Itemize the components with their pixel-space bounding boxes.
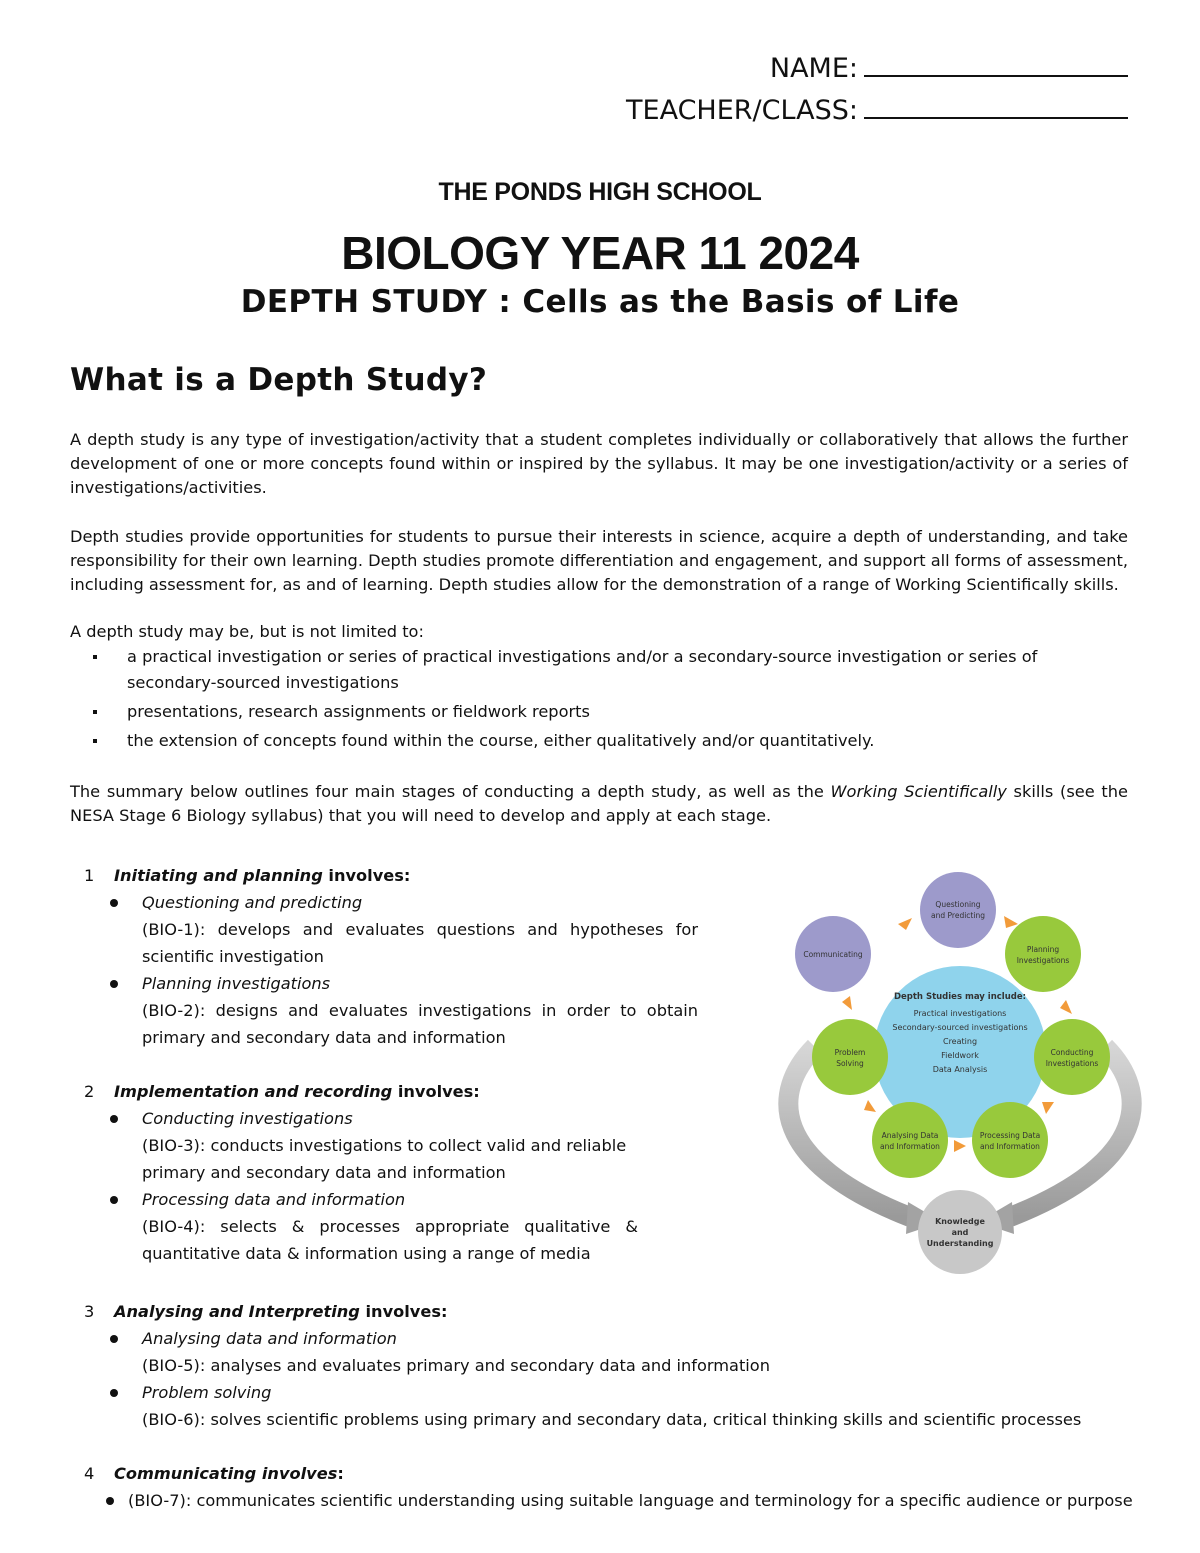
arrow-icon: [1060, 1000, 1072, 1014]
bullet-icon: [110, 1335, 118, 1343]
stage-1: [78, 862, 698, 1051]
depth-study-title: DEPTH STUDY : Cells as the Basis of Life: [240, 284, 960, 320]
center-title: Depth Studies may include:: [893, 992, 1027, 1002]
teacher-class-field[interactable]: [626, 94, 1128, 128]
questioning-node: [920, 872, 996, 948]
section-heading: What is a Depth Study?: [70, 362, 488, 398]
center-item: Practical investigations: [913, 1009, 1007, 1018]
teacher-class-blank[interactable]: [864, 95, 1128, 119]
svg-text:Planning: Planning: [1026, 945, 1060, 954]
intro-paragraph-1: A depth study is any type of investigation/activity that a student completes individually or collaboratively that allows the further development of one or more concepts found within or inspired by the syllabus. It may be one investigation/activity or a series of investigations/activities.: [70, 430, 1128, 497]
depth-study-types-list: [70, 644, 1130, 757]
svg-text:Analysing Data: Analysing Data: [881, 1131, 939, 1140]
skill-item: Problem solving (BIO-6): solves scientific problems using primary and secondary data, critical thinking skills and scientific processes: [78, 1379, 1138, 1433]
conducting-node: [1034, 1019, 1110, 1095]
skill-item: Questioning and predicting (BIO-1): develops and evaluates questions and hypotheses for scientific investigation: [78, 889, 698, 970]
svg-text:Solving: Solving: [836, 1059, 864, 1068]
svg-text:Understanding: Understanding: [926, 1239, 994, 1248]
center-item: Fieldwork: [941, 1051, 979, 1060]
name-label: NAME:: [769, 53, 858, 84]
svg-text:and: and: [951, 1228, 969, 1237]
bullet-icon: [93, 739, 97, 743]
summary-paragraph: The summary below outlines four main stages of conducting a depth study, as well as the Working Scientifically skills (see the NESA Stage 6 Biology syllabus) that you will need to develop and apply at each stage.: [70, 782, 1128, 825]
center-item: Secondary-sourced investigations: [892, 1023, 1028, 1032]
stage-heading: 4 Communicating involves:: [84, 1464, 344, 1483]
svg-text:Communicating: Communicating: [803, 950, 863, 959]
arrow-icon: [842, 996, 852, 1010]
stages-list-lower: [78, 1298, 1138, 1541]
stages-list: [78, 862, 698, 1294]
planning-node: [1005, 916, 1081, 992]
stage-4: [78, 1460, 1138, 1514]
problem-solving-node: [812, 1019, 888, 1095]
bullet-icon: [110, 899, 118, 907]
intro-paragraph-3: A depth study may be, but is not limited to:: [70, 622, 424, 641]
bullet-icon: [106, 1497, 114, 1505]
bullet-icon: [110, 1389, 118, 1397]
arrow-icon: [864, 1100, 876, 1112]
name-blank[interactable]: [864, 53, 1128, 77]
bullet-icon: [110, 1115, 118, 1123]
svg-text:and Information: and Information: [980, 1142, 1040, 1151]
svg-text:Problem: Problem: [834, 1048, 866, 1057]
skill-item: Planning investigations (BIO-2): designs and evaluates investigations in order to obtain primary and secondary data and information: [78, 970, 698, 1051]
svg-text:and Predicting: and Predicting: [931, 911, 985, 920]
bullet-icon: [110, 980, 118, 988]
stage-heading: 1 Initiating and planning involves:: [84, 866, 411, 885]
skill-item: Conducting investigations (BIO-3): conducts investigations to collect valid and reliable primary and secondary data and information: [78, 1105, 638, 1186]
list-item: presentations, research assignments or fieldwork reports: [70, 699, 1130, 725]
bullet-icon: [110, 1196, 118, 1204]
arrow-icon: [1004, 916, 1018, 928]
arrow-icon: [898, 918, 912, 930]
teacher-class-label: TEACHER/CLASS:: [626, 95, 858, 126]
stage-heading: 2 Implementation and recording involves:: [84, 1082, 480, 1101]
svg-text:Questioning: Questioning: [935, 900, 981, 909]
stage-2: [78, 1078, 638, 1267]
center-item: Data Analysis: [932, 1065, 988, 1074]
school-name: THE PONDS HIGH SCHOOL: [438, 178, 762, 206]
intro-paragraph-2: Depth studies provide opportunities for students to pursue their interests in science, acquire a depth of understanding, and take responsibility for their own learning. Depth studies promote differentiation and engagement, and support all forms of assessment, including assessment for, as and of learning. Depth studies allow for the demonstration of a range of Working Scientifically skills.: [70, 527, 1128, 594]
bullet-icon: [93, 710, 97, 714]
stage-3: [78, 1298, 1138, 1433]
bullet-icon: [93, 655, 97, 659]
skill-item: Processing data and information (BIO-4): selects & processes appropriate qualitative & quantitative data & information using a range of media: [78, 1186, 638, 1267]
svg-text:Processing Data: Processing Data: [979, 1131, 1041, 1140]
course-title: BIOLOGY YEAR 11 2024: [341, 227, 859, 279]
stage-heading: 3 Analysing and Interpreting involves:: [84, 1302, 448, 1321]
svg-text:Investigations: Investigations: [1045, 1059, 1099, 1068]
arrow-icon: [954, 1140, 966, 1152]
analysing-node: [872, 1102, 948, 1178]
name-field[interactable]: [770, 52, 1128, 86]
center-item: Creating: [942, 1037, 978, 1046]
svg-text:Conducting: Conducting: [1050, 1048, 1094, 1057]
list-item: the extension of concepts found within the course, either qualitatively and/or quantitatively.: [70, 728, 1130, 754]
skill-item: (BIO-7): communicates scientific understanding using suitable language and terminology for a specific audience or purpose: [78, 1487, 1138, 1514]
arrow-icon: [1042, 1102, 1054, 1114]
list-item: a practical investigation or series of practical investigations and/or a secondary-source investigation or series of secondary-sourced investigations: [70, 644, 1130, 696]
skill-item: Analysing data and information (BIO-5): analyses and evaluates primary and secondary data and information: [78, 1325, 1138, 1379]
depth-study-cycle-diagram: [770, 862, 1150, 1292]
processing-node: [972, 1102, 1048, 1178]
svg-text:Investigations: Investigations: [1016, 956, 1070, 965]
svg-text:and Information: and Information: [880, 1142, 940, 1151]
svg-text:Knowledge: Knowledge: [935, 1217, 985, 1226]
